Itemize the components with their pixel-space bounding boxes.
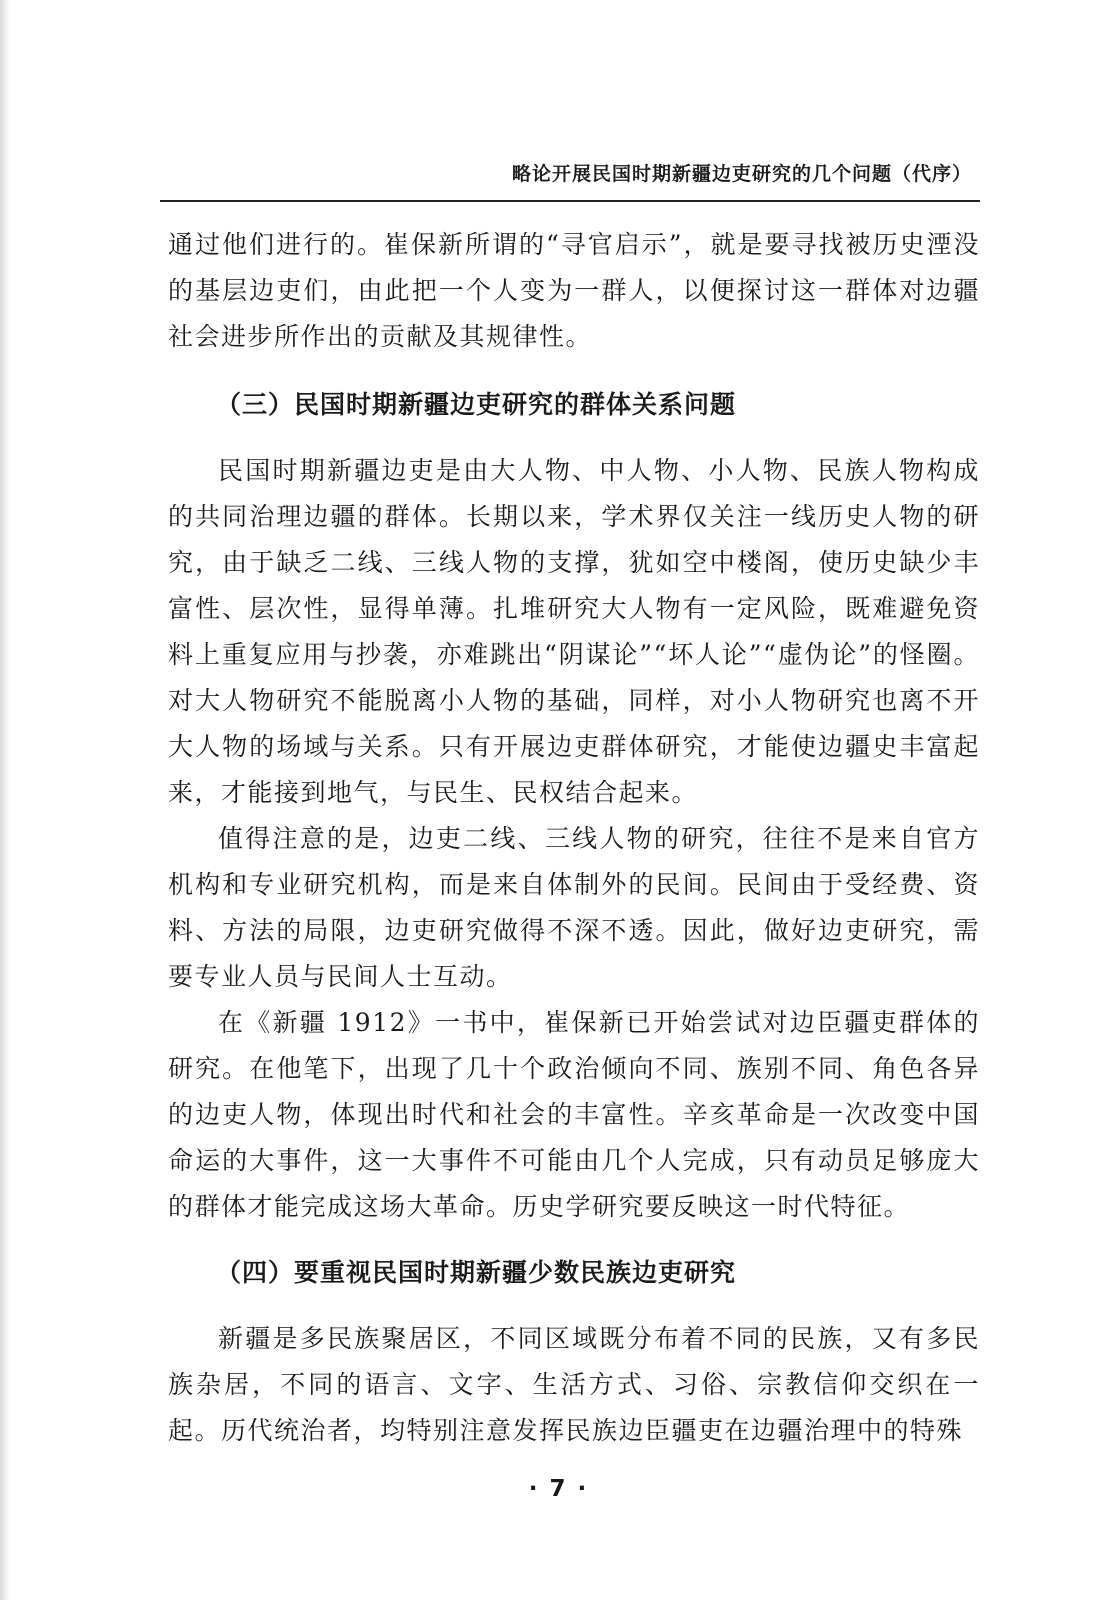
paragraph: 值得注意的是，边吏二线、三线人物的研究，往往不是来自官方机构和专业研究机构，而是来自体制外的民间。民间由于受经费、资料、方法的局限，边吏研究做得不深不透。因此，做好边吏研究，需要专业人员与民间人士互动。: [168, 824, 980, 991]
page-body: [168, 222, 980, 1454]
paragraph-continuation: 通过他们进行的。崔保新所谓的“寻官启示”，就是要寻找被历史湮没的基层边吏们，由此把一个人变为一群人，以便探讨这一群体对边疆社会进步所作出的贡献及其规律性。: [168, 230, 980, 351]
running-header: 略论开展民国时期新疆边吏研究的几个问题（代序）: [511, 163, 972, 185]
header-rule: [160, 200, 980, 202]
paragraph: 新疆是多民族聚居区，不同区域既分布着不同的民族，又有多民族杂居，不同的语言、文字、生活方式、习俗、宗教信仰交织在一起。历代统治者，均特别注意发挥民族边臣疆吏在边疆治理中的特殊: [168, 1324, 980, 1445]
section-heading-4: （四）要重视民国时期新疆少数民族边吏研究: [216, 1258, 737, 1287]
page-number: · 7 ·: [528, 1476, 589, 1502]
section-heading-3: （三）民国时期新疆边吏研究的群体关系问题: [216, 390, 737, 419]
scan-edge-shadow: [0, 0, 10, 1600]
paragraph: 民国时期新疆边吏是由大人物、中人物、小人物、民族人物构成的共同治理边疆的群体。长期以来，学术界仅关注一线历史人物的研究，由于缺乏二线、三线人物的支撑，犹如空中楼阁，使历史缺少丰富性、层次性，显得单薄。扎堆研究大人物有一定风险，既难避免资料上重复应用与抄袭，亦难跳出“阴谋论”“坏人论”“虚伪论”的怪圈。对大人物研究不能脱离小人物的基础，同样，对小人物研究也离不开大人物的场域与关系。只有开展边吏群体研究，才能使边疆史丰富起来，才能接到地气，与民生、民权结合起来。: [168, 456, 980, 807]
paragraph: 在《新疆 1912》一书中，崔保新已开始尝试对边臣疆吏群体的研究。在他笔下，出现了几十个政治倾向不同、族别不同、角色各异的边吏人物，体现出时代和社会的丰富性。辛亥革命是一次改变中国命运的大事件，这一大事件不可能由几个人完成，只有动员足够庞大的群体才能完成这场大革命。历史学研究要反映这一时代特征。: [168, 1008, 980, 1221]
